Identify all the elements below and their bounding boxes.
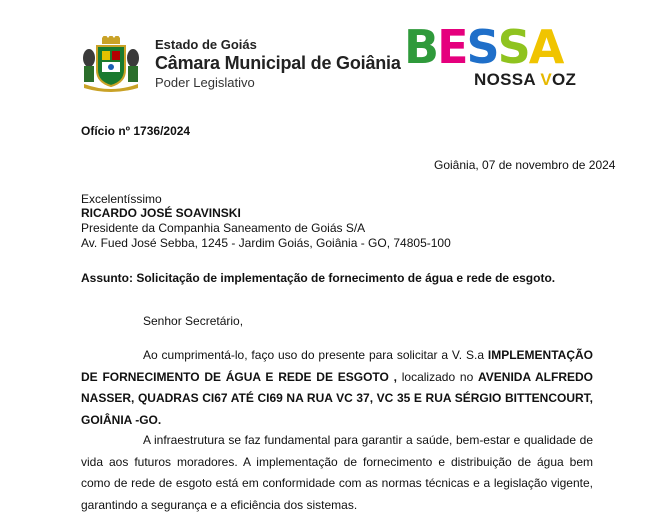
salutation: Excelentíssimo — [81, 192, 162, 206]
organization-block — [155, 38, 401, 89]
letter-number: Ofício nº 1736/2024 — [81, 124, 191, 138]
logo-letter: S — [466, 20, 498, 74]
logo-letter: A — [528, 20, 563, 74]
paragraph-request: Ao cumprimentá-lo, faço uso do presente para solicitar a V. S.a IMPLEMENTAÇÃO DE FORNECIMENTO DE ÁGUA E REDE DE ESGOTO , localizado no AVENIDA ALFREDO NASSER, QUADRAS CI67 ATÉ CI69 NA RUA VC 37, VC 35 E RUA SÉRGIO BITTENCOURT, GOIÂNIA -GO. — [81, 348, 594, 427]
chamber-name: Câmara Municipal de Goiânia — [155, 52, 401, 73]
letter-date: Goiânia, 07 de novembro de 2024 — [434, 158, 616, 172]
coat-of-arms-icon — [80, 36, 142, 92]
logo-wordmark — [404, 20, 563, 74]
logo-letter: B — [404, 20, 438, 74]
branch-name: Poder Legislativo — [155, 74, 255, 90]
logo-letter: S — [497, 20, 529, 74]
greeting: Senhor Secretário, — [143, 314, 244, 328]
state-name: Estado de Goiás — [155, 37, 257, 52]
logo-tagline: NOSSA VOZ — [474, 70, 577, 89]
bessa-logo — [404, 20, 594, 90]
recipient-title: Presidente da Companhia Saneamento de Goiás S/A — [81, 221, 366, 235]
recipient-name: RICARDO JOSÉ SOAVINSKI — [81, 206, 241, 220]
logo-word-text — [404, 20, 563, 74]
logo-letter: E — [437, 20, 467, 74]
recipient-address: Av. Fued José Sebba, 1245 - Jardim Goiás, Goiânia - GO, 74805-100 — [81, 236, 451, 250]
subject-line: Assunto: Solicitação de implementação de fornecimento de água e rede de esgoto. — [81, 271, 556, 285]
paragraph-justification: A infraestrutura se faz fundamental para garantir a saúde, bem-estar e qualidade de vida aos futuros moradores. A implementação de fornecimento e distribuição de água bem como de rede de esgoto está em conformidade com as normas técnicas e a legislação vigente, garantindo a segurança e a eficiência dos sistemas. — [81, 433, 593, 512]
